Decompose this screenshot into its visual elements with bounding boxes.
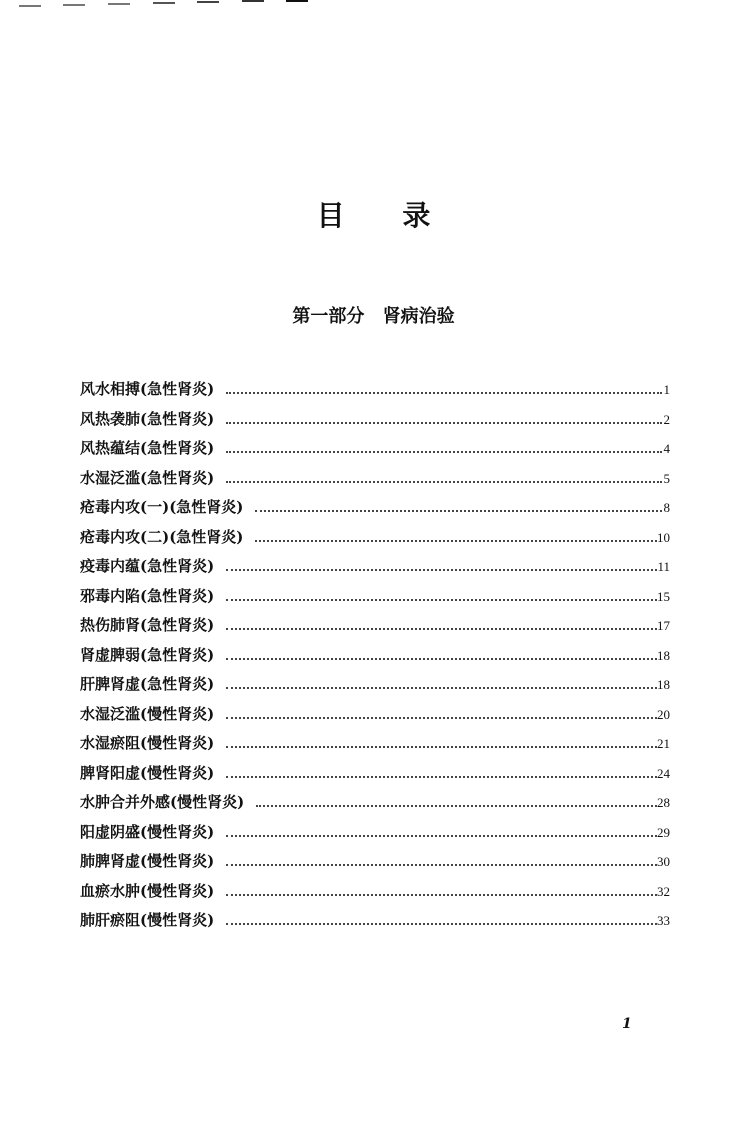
toc-entry-title: 风水相搏(急性肾炎)	[80, 380, 215, 398]
toc-entry-page: 10	[657, 529, 670, 545]
dot-leader	[226, 481, 662, 483]
dot-leader	[226, 864, 657, 866]
dot-leader	[226, 835, 657, 837]
toc-entry-page: 15	[657, 588, 670, 604]
toc-entry-title: 水湿泛滥(急性肾炎)	[80, 468, 215, 487]
section-part: 第一部分	[292, 306, 365, 327]
scan-mark	[153, 2, 175, 4]
page-number: 1	[622, 1016, 632, 1032]
toc-entry-title: 水湿瘀阻(慢性肾炎)	[80, 734, 215, 752]
toc-entry	[80, 555, 670, 585]
dot-leader	[226, 422, 662, 424]
section-heading	[0, 302, 747, 328]
toc-entry	[80, 585, 670, 615]
section-name: 肾病治验	[382, 306, 455, 327]
toc-entry	[80, 821, 670, 851]
dot-leader	[255, 540, 657, 542]
toc-entry-title: 水湿泛滥(慢性肾炎)	[80, 704, 215, 723]
toc-entry	[80, 791, 670, 821]
scan-mark	[108, 3, 130, 5]
toc-entry-page: 29	[657, 824, 670, 840]
toc-entry	[80, 467, 670, 497]
scan-mark	[63, 4, 85, 6]
dot-leader	[226, 451, 662, 453]
toc-entry-page: 17	[657, 618, 670, 633]
toc-entry-title: 风热袭肺(急性肾炎)	[80, 409, 215, 428]
toc-entry-title: 疫毒内蕴(急性肾炎)	[80, 557, 215, 575]
scan-mark	[286, 0, 308, 2]
dot-leader	[226, 658, 657, 660]
toc-entry-page: 5	[663, 470, 670, 486]
dot-leader	[226, 776, 657, 778]
toc-entry-title: 肺肝瘀阻(慢性肾炎)	[80, 911, 215, 929]
toc-entry-page: 11	[657, 559, 670, 574]
toc-entry-page: 2	[663, 411, 670, 427]
toc-entry	[80, 673, 670, 703]
dot-leader	[226, 717, 657, 719]
toc-entry	[80, 378, 670, 408]
dot-leader	[226, 746, 657, 748]
toc-entry	[80, 644, 670, 674]
toc-entry	[80, 762, 670, 792]
toc-entry-title: 热伤肺肾(急性肾炎)	[80, 616, 215, 634]
toc-entry-page: 30	[657, 854, 670, 869]
scan-mark	[197, 1, 219, 3]
toc-entry-page: 18	[657, 647, 670, 663]
toc-entry	[80, 909, 670, 939]
dot-leader	[226, 392, 662, 394]
toc-entry	[80, 437, 670, 467]
toc-entry	[80, 496, 670, 526]
toc-entry-page: 28	[657, 795, 670, 810]
toc-entry-page: 32	[657, 883, 670, 899]
toc-entry-page: 21	[657, 736, 670, 751]
toc-entry	[80, 614, 670, 644]
toc-entry-page: 1	[663, 382, 670, 397]
toc-entry	[80, 880, 670, 910]
dot-leader	[226, 894, 657, 896]
toc-entry-page: 18	[657, 677, 670, 692]
toc-entry	[80, 526, 670, 556]
page-title: 目 录	[316, 199, 455, 232]
toc-entry-title: 血瘀水肿(慢性肾炎)	[80, 881, 215, 900]
scan-mark	[242, 0, 264, 2]
toc-entry-page: 33	[657, 913, 670, 928]
toc-entry-title: 脾肾阳虚(慢性肾炎)	[80, 763, 215, 782]
toc-entry-page: 4	[663, 441, 670, 456]
toc-entry	[80, 732, 670, 762]
dot-leader	[226, 628, 657, 630]
scan-mark	[19, 5, 41, 7]
toc-entry-page: 24	[657, 765, 670, 781]
toc-entry	[80, 703, 670, 733]
toc-entry	[80, 408, 670, 438]
dot-leader	[226, 687, 657, 689]
dot-leader	[255, 510, 662, 512]
toc-entry-title: 疮毒内攻(一)(急性肾炎)	[80, 498, 244, 516]
toc-entry-title: 疮毒内攻(二)(急性肾炎)	[80, 527, 244, 546]
toc-entry-title: 阳虚阴盛(慢性肾炎)	[80, 822, 215, 841]
table-of-contents	[80, 378, 670, 939]
toc-entry-title: 肺脾肾虚(慢性肾炎)	[80, 852, 215, 870]
toc-entry-title: 肾虚脾弱(急性肾炎)	[80, 645, 215, 664]
toc-entry-page: 20	[657, 706, 670, 722]
toc-entry-title: 风热蕴结(急性肾炎)	[80, 439, 215, 457]
toc-entry	[80, 850, 670, 880]
dot-leader	[226, 923, 657, 925]
dot-leader	[226, 599, 657, 601]
toc-entry-title: 邪毒内陷(急性肾炎)	[80, 586, 215, 605]
toc-entry-title: 肝脾肾虚(急性肾炎)	[80, 675, 215, 693]
dot-leader	[256, 805, 657, 807]
dot-leader	[226, 569, 657, 571]
toc-entry-page: 8	[663, 500, 670, 515]
toc-entry-title: 水肿合并外感(慢性肾炎)	[80, 793, 245, 811]
